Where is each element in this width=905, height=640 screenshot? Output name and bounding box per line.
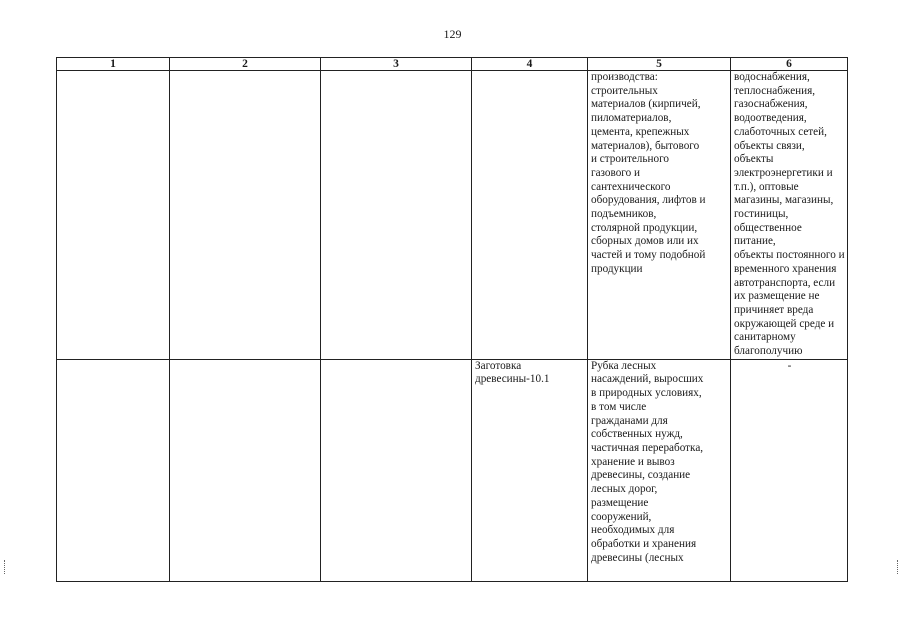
table-cell: [170, 71, 321, 360]
column-header-3: 3: [321, 58, 472, 71]
permitted-use-description: производства: строительных материалов (кирпичей, пиломатериалов, цемента, крепежных материалов), бытового и строительного газового и сантехнического оборудования, лифтов и подъемников, столярной продукции, сборных домов или их частей и тому подобной продукции: [588, 71, 731, 360]
table-row: [57, 71, 848, 360]
column-header-6: 6: [731, 58, 848, 71]
regulation-table: [56, 57, 848, 582]
table-cell: [472, 71, 588, 360]
conditional-use-description: -: [731, 359, 848, 581]
table-cell: [57, 359, 170, 581]
column-header-2: 2: [170, 58, 321, 71]
column-header-1: 1: [57, 58, 170, 71]
use-type-name: Заготовка древесины-10.1: [472, 359, 588, 581]
table-row: [57, 359, 848, 581]
column-header-5: 5: [588, 58, 731, 71]
scan-edge-mark-left: [4, 560, 8, 574]
permitted-use-description: Рубка лесных насаждений, выросших в природных условиях, в том числе гражданами для собственных нужд, частичная переработка, хранение и вывоз древесины, создание лесных дорог, размещение сооружений, необходимых для обработки и хранения древесины (лесных: [588, 359, 731, 581]
page-number: 129: [443, 27, 462, 41]
table-cell: [170, 359, 321, 581]
table-cell: [57, 71, 170, 360]
table-cell: [321, 71, 472, 360]
scan-edge-mark-right: [897, 560, 901, 574]
column-header-4: 4: [472, 58, 588, 71]
table-cell: [321, 359, 472, 581]
table-header-row: [57, 58, 848, 71]
conditional-use-description: водоснабжения, теплоснабжения, газоснабжения, водоотведения, слаботочных сетей, объекты связи, объекты электроэнергетики и т.п.), оптовые магазины, магазины, гостиницы, общественное питание, объекты постоянного и временного хранения автотранспорта, если их размещение не причиняет вреда окружающей среде и санитарному благополучию: [731, 71, 848, 360]
